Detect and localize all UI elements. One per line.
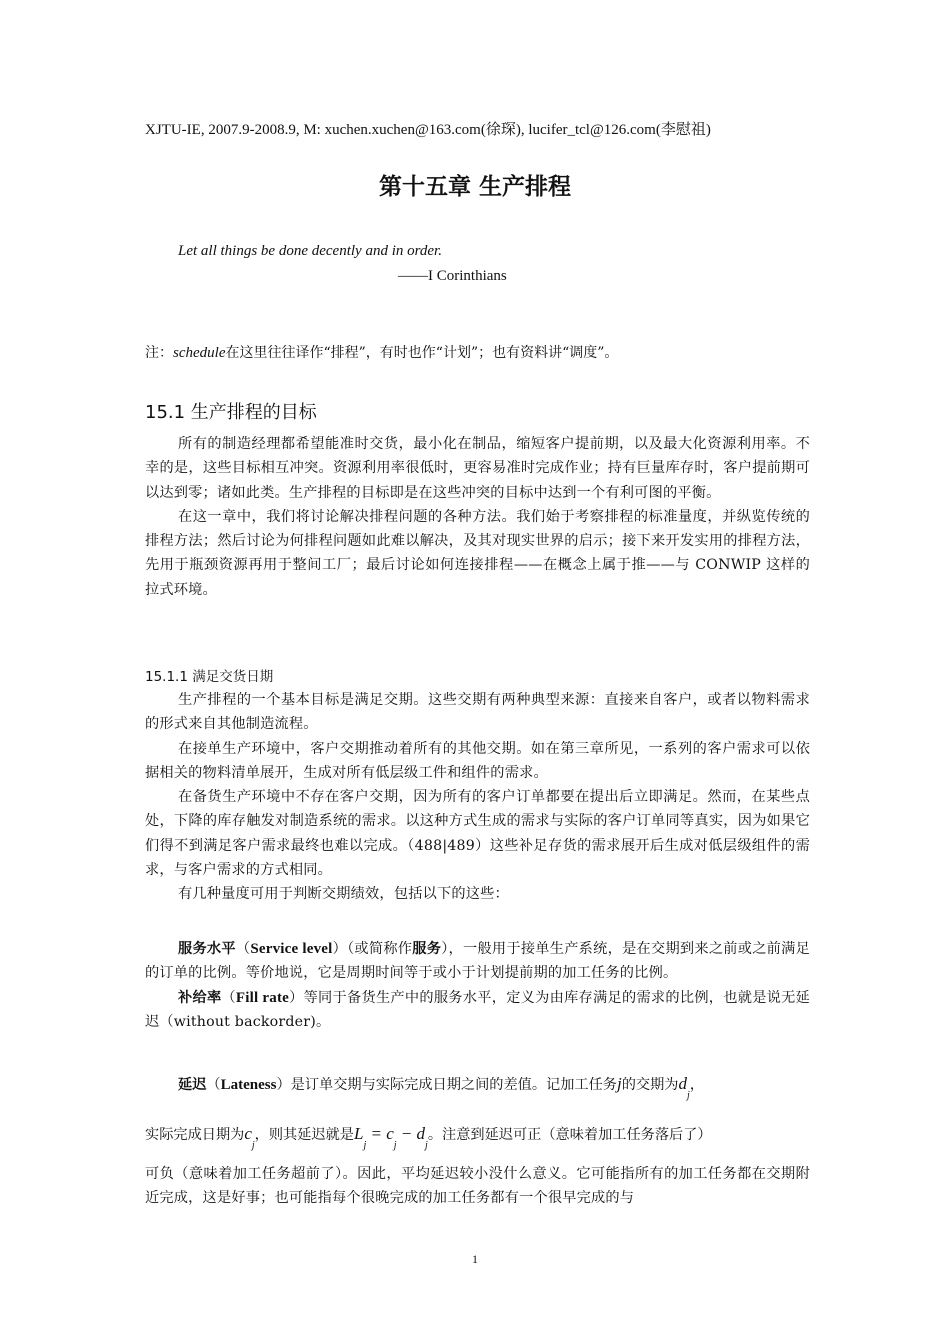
paragraph: 生产排程的一个基本目标是满足交期。这些交期有两种典型来源：直接来自客户，或者以物料需求的形式来自其他制造流程。 <box>145 692 810 733</box>
paragraph: 在这一章中，我们将讨论解决排程问题的各种方法。我们始于考察排程的标准量度，并纵览传统的排程方法；然后讨论为何排程问题如此难以解决，及其对现实世界的启示；接下来开发实用的排程方法，先用于瓶颈资源再用于整间工厂；最后讨论如何连接排程——在概念上属于推——与 CONWIP 这样的拉式环境。 <box>145 508 810 598</box>
paragraph: 可负（意味着加工任务超前了）。因此，平均延迟较小没什么意义。它可能指所有的加工任务都在交期附近完成，这是好事；也可能指每个很晚完成的加工任务都有一个很早完成的与 <box>145 1166 810 1207</box>
lateness-line-2: 实际完成日期为$c_j$，则其延迟就是$L_j = c_j - d_j$。注意到延迟可正（意味着加工任务落后了） <box>145 1124 712 1151</box>
subsection-title: 15.1.1 满足交货日期 <box>145 669 274 685</box>
chapter-title: 第十五章 生产排程 <box>378 174 571 200</box>
paragraph: 所有的制造经理都希望能准时交货，最小化在制品，缩短客户提前期，以及最大化资源利用率。不幸的是，这些目标相互冲突。资源利用率很低时，更容易准时完成作业；持有巨量库存时，客户提前期可以达到零；诸如此类。生产排程的目标即是在这些冲突的目标中达到一个有利可图的平衡。 <box>145 436 810 501</box>
subsection-body <box>145 688 810 907</box>
fill-rate-label: 补给率 <box>178 989 222 1006</box>
service-level-label: 服务水平 <box>178 941 236 957</box>
header-line: XJTU-IE, 2007.9-2008.9, M: xuchen.xuchen@163.com(徐琛), lucifer_tcl@126.com(李慰祖) <box>145 122 711 138</box>
paragraph: 在接单生产环境中，客户交期推动着所有的其他交期。如在第三章所见，一系列的客户需求可以依据相关的物料清单展开，生成对所有低层级工件和组件的需求。 <box>145 740 810 781</box>
note-term: schedule <box>173 345 226 361</box>
paragraph: 在备货生产环境中不存在客户交期，因为所有的客户订单都要在提出后立即满足。然而，在某些点处，下降的库存触发对制造系统的需求。以这种方式生成的需求与实际的客户订单同等真实，因为如果它们得不到满足客户需求最终也难以完成。（488|489）这些补足存货的需求展开后生成对低层级组件的需求，与客户需求的方式相同。 <box>145 789 810 879</box>
page-number: 1 <box>472 1252 478 1266</box>
paragraph: 有几种量度可用于判断交期绩效，包括以下的这些： <box>178 886 509 903</box>
section-body <box>145 432 810 602</box>
lateness-label: 延迟 <box>178 1077 207 1093</box>
lateness-continuation <box>145 1162 810 1211</box>
epigraph-quote: Let all things be done decently and in order. <box>178 243 442 259</box>
note-prefix: 注： <box>145 345 173 361</box>
translator-note <box>145 342 618 362</box>
fill-rate-paragraph: 补给率（Fill rate）等同于备货生产中的服务水平，定义为由库存满足的需求的比例，也就是说无延迟（without backorder)。 <box>145 989 811 1030</box>
service-level-paragraph: 服务水平（Service level）（或简称作服务），一般用于接单生产系统，是在交期到来之前或之前满足的订单的比例。等价地说，它是周期时间等于或小于计划提前期的加工任务的比例。 <box>145 941 810 982</box>
lateness-line-1: 延迟（Lateness）是订单交期与实际完成日期之间的差值。记加工任务j的交期为$d_j$， <box>178 1074 704 1101</box>
service-level-en: Service level <box>250 941 333 957</box>
fill-rate-en: Fill rate <box>235 989 290 1006</box>
measures-body <box>145 937 810 1034</box>
lateness-en: Lateness <box>220 1077 277 1093</box>
note-text: 在这里往往译作“排程”，有时也作“计划”；也有资料讲“调度”。 <box>225 345 619 361</box>
service-abbr: 服务 <box>412 941 442 957</box>
epigraph-source: ——I Corinthians <box>398 268 507 284</box>
section-title: 15.1 生产排程的目标 <box>145 402 317 423</box>
